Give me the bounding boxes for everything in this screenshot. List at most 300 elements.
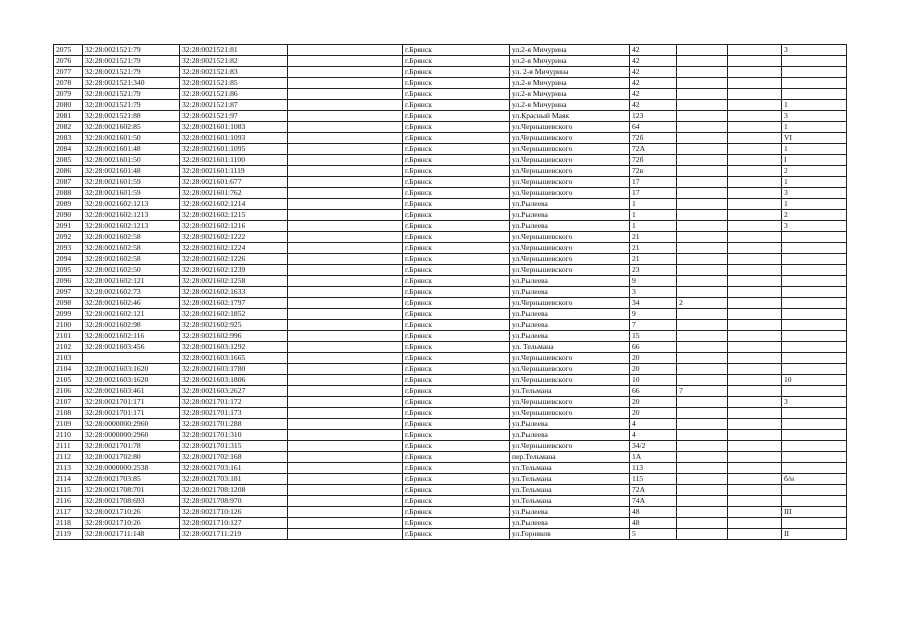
cell-apartment-number [782, 364, 847, 375]
cell-house-number: 48 [630, 507, 677, 518]
cell-parent-cadastral-number: 32:28:0021602:46 [83, 298, 180, 309]
cell-house-number: 42 [630, 89, 677, 100]
cell-building-number [677, 441, 728, 452]
cell-extra-column [728, 518, 782, 529]
cell-parent-cadastral-number: 32:28:0021601:50 [83, 133, 180, 144]
table-row [54, 529, 847, 540]
cell-apartment-number: 3 [782, 188, 847, 199]
cell-building-number [677, 287, 728, 298]
cell-street: ул.Тельмана [510, 386, 630, 397]
cell-street: ул.Рылеева [510, 507, 630, 518]
cell-building-number: 7 [677, 386, 728, 397]
cell-building-number [677, 419, 728, 430]
cell-city: г.Брянск [403, 474, 510, 485]
cell-extra-column [728, 463, 782, 474]
cell-cadastral-number: 32:28:0021521:83 [180, 67, 288, 78]
cell-cadastral-number: 32:28:0021703:181 [180, 474, 288, 485]
cell-blank-column [288, 56, 403, 67]
cell-row-number: 2115 [54, 485, 83, 496]
cell-row-number: 2104 [54, 364, 83, 375]
table-row [54, 518, 847, 529]
cell-extra-column [728, 221, 782, 232]
cell-extra-column [728, 331, 782, 342]
cell-parent-cadastral-number: 32:28:0021602:58 [83, 254, 180, 265]
cell-row-number: 2095 [54, 265, 83, 276]
cell-cadastral-number: 32:28:0021602:996 [180, 331, 288, 342]
cell-apartment-number [782, 309, 847, 320]
cell-house-number: 23 [630, 265, 677, 276]
cell-parent-cadastral-number: 32:28:0021602:58 [83, 232, 180, 243]
cell-city: г.Брянск [403, 287, 510, 298]
cell-house-number: 42 [630, 67, 677, 78]
cell-cadastral-number: 32:28:0021603:2627 [180, 386, 288, 397]
cell-street: ул. Тельмана [510, 342, 630, 353]
cell-row-number: 2103 [54, 353, 83, 364]
register-table-body [54, 45, 847, 540]
cell-apartment-number [782, 89, 847, 100]
cell-cadastral-number: 32:28:0021710:127 [180, 518, 288, 529]
cell-extra-column [728, 309, 782, 320]
cell-apartment-number [782, 254, 847, 265]
cell-row-number: 2102 [54, 342, 83, 353]
cell-row-number: 2107 [54, 397, 83, 408]
table-row [54, 166, 847, 177]
cell-parent-cadastral-number: 32:28:0021521:88 [83, 111, 180, 122]
cell-parent-cadastral-number: 32:28:0021710:26 [83, 518, 180, 529]
cell-city: г.Брянск [403, 309, 510, 320]
cell-building-number [677, 375, 728, 386]
cell-row-number: 2114 [54, 474, 83, 485]
cell-city: г.Брянск [403, 518, 510, 529]
cell-building-number [677, 507, 728, 518]
cell-apartment-number [782, 342, 847, 353]
cell-parent-cadastral-number: 32:28:0021602:73 [83, 287, 180, 298]
cell-row-number: 2086 [54, 166, 83, 177]
cell-building-number [677, 331, 728, 342]
cell-parent-cadastral-number: 32:28:0021601:50 [83, 155, 180, 166]
cell-house-number: 9 [630, 276, 677, 287]
cell-building-number [677, 342, 728, 353]
cell-street: ул.Тельмана [510, 485, 630, 496]
cell-house-number: 21 [630, 254, 677, 265]
cell-city: г.Брянск [403, 45, 510, 56]
cell-city: г.Брянск [403, 133, 510, 144]
cell-extra-column [728, 452, 782, 463]
cell-street: ул.Рылеева [510, 210, 630, 221]
table-row [54, 177, 847, 188]
cell-extra-column [728, 67, 782, 78]
cell-building-number [677, 177, 728, 188]
cell-house-number: 72б [630, 155, 677, 166]
cell-parent-cadastral-number: 32:28:0000000:2960 [83, 430, 180, 441]
cell-extra-column [728, 507, 782, 518]
cell-building-number [677, 243, 728, 254]
cell-street: ул.Тельмана [510, 463, 630, 474]
cell-extra-column [728, 89, 782, 100]
cell-street: ул.Чернышевского [510, 298, 630, 309]
table-row [54, 89, 847, 100]
cell-blank-column [288, 78, 403, 89]
cell-extra-column [728, 122, 782, 133]
cell-extra-column [728, 496, 782, 507]
cell-house-number: 72в [630, 166, 677, 177]
cell-cadastral-number: 32:28:0021521:97 [180, 111, 288, 122]
cell-city: г.Брянск [403, 375, 510, 386]
cell-apartment-number: III [782, 507, 847, 518]
cell-extra-column [728, 111, 782, 122]
cell-house-number: 20 [630, 353, 677, 364]
cell-blank-column [288, 518, 403, 529]
cell-house-number: 123 [630, 111, 677, 122]
cell-parent-cadastral-number: 32:28:0021602:58 [83, 243, 180, 254]
cell-blank-column [288, 243, 403, 254]
cell-house-number: 10 [630, 375, 677, 386]
table-row [54, 100, 847, 111]
cell-house-number: 48 [630, 518, 677, 529]
cell-cadastral-number: 32:28:0021602:1215 [180, 210, 288, 221]
cell-extra-column [728, 78, 782, 89]
cell-house-number: 72б [630, 133, 677, 144]
cell-street: ул.Чернышевского [510, 397, 630, 408]
cell-parent-cadastral-number: 32:28:0021701:171 [83, 397, 180, 408]
cell-blank-column [288, 111, 403, 122]
cell-apartment-number: II [782, 529, 847, 540]
cell-extra-column [728, 474, 782, 485]
table-row [54, 507, 847, 518]
cell-cadastral-number: 32:28:0021603:1292 [180, 342, 288, 353]
cell-extra-column [728, 254, 782, 265]
cell-apartment-number [782, 518, 847, 529]
cell-cadastral-number: 32:28:0021602:1258 [180, 276, 288, 287]
cell-apartment-number [782, 276, 847, 287]
cell-cadastral-number: 32:28:0021601:1095 [180, 144, 288, 155]
cell-city: г.Брянск [403, 496, 510, 507]
cell-apartment-number: 1 [782, 100, 847, 111]
cell-apartment-number [782, 78, 847, 89]
cell-row-number: 2108 [54, 408, 83, 419]
cell-cadastral-number: 32:28:0021708:970 [180, 496, 288, 507]
cell-building-number [677, 364, 728, 375]
cell-building-number [677, 254, 728, 265]
cell-street: ул.Красный Маяк [510, 111, 630, 122]
cell-cadastral-number: 32:28:0021601:762 [180, 188, 288, 199]
cell-city: г.Брянск [403, 78, 510, 89]
cell-apartment-number: 2 [782, 166, 847, 177]
cell-parent-cadastral-number: 32:28:0021602:98 [83, 320, 180, 331]
cell-street: ул.2-я Мичурина [510, 45, 630, 56]
table-row [54, 199, 847, 210]
cell-cadastral-number: 32:28:0021521:87 [180, 100, 288, 111]
cell-cadastral-number: 32:28:0021601:1119 [180, 166, 288, 177]
cell-row-number: 2097 [54, 287, 83, 298]
cell-street: ул.Чернышевского [510, 122, 630, 133]
cell-row-number: 2089 [54, 199, 83, 210]
cell-building-number [677, 210, 728, 221]
cell-city: г.Брянск [403, 100, 510, 111]
cell-house-number: 74А [630, 496, 677, 507]
cell-apartment-number [782, 331, 847, 342]
cell-building-number [677, 518, 728, 529]
cell-apartment-number: 3 [782, 397, 847, 408]
cell-building-number [677, 474, 728, 485]
cell-apartment-number [782, 287, 847, 298]
cell-house-number: 113 [630, 463, 677, 474]
cell-row-number: 2079 [54, 89, 83, 100]
cell-cadastral-number: 32:28:0021521:86 [180, 89, 288, 100]
cell-house-number: 17 [630, 188, 677, 199]
cell-city: г.Брянск [403, 386, 510, 397]
cell-city: г.Брянск [403, 485, 510, 496]
cell-row-number: 2100 [54, 320, 83, 331]
cell-street: ул.Рылеева [510, 320, 630, 331]
cell-cadastral-number: 32:28:0021521:82 [180, 56, 288, 67]
cell-apartment-number [782, 232, 847, 243]
cell-parent-cadastral-number: 32:28:0021603:456 [83, 342, 180, 353]
cell-house-number: 15 [630, 331, 677, 342]
cell-apartment-number [782, 320, 847, 331]
cell-building-number [677, 529, 728, 540]
cell-parent-cadastral-number: 32:28:0021601:59 [83, 188, 180, 199]
cell-city: г.Брянск [403, 529, 510, 540]
table-row [54, 254, 847, 265]
table-row [54, 419, 847, 430]
cell-building-number: 2 [677, 298, 728, 309]
cell-house-number: 64 [630, 122, 677, 133]
cell-cadastral-number: 32:28:0021701:288 [180, 419, 288, 430]
cell-row-number: 2075 [54, 45, 83, 56]
cell-blank-column [288, 485, 403, 496]
cell-street: ул.2-я Мичурина [510, 100, 630, 111]
cell-cadastral-number: 32:28:0021701:315 [180, 441, 288, 452]
cell-row-number: 2113 [54, 463, 83, 474]
cell-street: ул.2-я Мичурина [510, 56, 630, 67]
cell-building-number [677, 122, 728, 133]
cell-city: г.Брянск [403, 342, 510, 353]
cell-extra-column [728, 166, 782, 177]
cell-street: ул.Тельмана [510, 474, 630, 485]
cell-house-number: 7 [630, 320, 677, 331]
cell-extra-column [728, 100, 782, 111]
table-row [54, 56, 847, 67]
cell-cadastral-number: 32:28:0021602:1214 [180, 199, 288, 210]
cell-extra-column [728, 364, 782, 375]
cell-cadastral-number: 32:28:0021602:1239 [180, 265, 288, 276]
table-row [54, 485, 847, 496]
cell-house-number: 20 [630, 364, 677, 375]
cell-street: ул.Рылеева [510, 309, 630, 320]
cell-row-number: 2078 [54, 78, 83, 89]
cell-street: ул.Чернышевского [510, 375, 630, 386]
cell-parent-cadastral-number: 32:28:0021521:79 [83, 45, 180, 56]
table-row [54, 243, 847, 254]
cell-blank-column [288, 221, 403, 232]
cell-row-number: 2092 [54, 232, 83, 243]
cell-building-number [677, 452, 728, 463]
cell-house-number: 21 [630, 232, 677, 243]
cell-city: г.Брянск [403, 320, 510, 331]
cell-street: ул.Чернышевского [510, 364, 630, 375]
cell-row-number: 2082 [54, 122, 83, 133]
cell-parent-cadastral-number: 32:28:0021521:340 [83, 78, 180, 89]
cell-city: г.Брянск [403, 452, 510, 463]
cell-blank-column [288, 155, 403, 166]
cell-apartment-number [782, 265, 847, 276]
table-row [54, 496, 847, 507]
cell-cadastral-number: 32:28:0021603:1665 [180, 353, 288, 364]
cell-cadastral-number: 32:28:0021602:1216 [180, 221, 288, 232]
cell-building-number [677, 188, 728, 199]
cell-cadastral-number: 32:28:0021602:1852 [180, 309, 288, 320]
cell-city: г.Брянск [403, 507, 510, 518]
cell-street: ул.Рылеева [510, 287, 630, 298]
cell-cadastral-number: 32:28:0021521:81 [180, 45, 288, 56]
cell-blank-column [288, 397, 403, 408]
cell-row-number: 2080 [54, 100, 83, 111]
cell-street: ул.Чернышевского [510, 441, 630, 452]
cell-street: ул.Чернышевского [510, 188, 630, 199]
cell-blank-column [288, 331, 403, 342]
cell-row-number: 2098 [54, 298, 83, 309]
cell-apartment-number [782, 485, 847, 496]
table-row [54, 364, 847, 375]
table-row [54, 309, 847, 320]
cell-street: ул.Чернышевского [510, 166, 630, 177]
cell-city: г.Брянск [403, 243, 510, 254]
cell-apartment-number [782, 430, 847, 441]
cell-cadastral-number: 32:28:0021710:126 [180, 507, 288, 518]
cell-street: ул.Чернышевского [510, 144, 630, 155]
cell-street: ул.Чернышевского [510, 243, 630, 254]
cell-building-number [677, 276, 728, 287]
table-row [54, 441, 847, 452]
cell-city: г.Брянск [403, 463, 510, 474]
cell-house-number: 1 [630, 210, 677, 221]
cell-apartment-number [782, 353, 847, 364]
cell-extra-column [728, 397, 782, 408]
cell-city: г.Брянск [403, 430, 510, 441]
cell-extra-column [728, 45, 782, 56]
cell-row-number: 2076 [54, 56, 83, 67]
cell-apartment-number: 10 [782, 375, 847, 386]
cell-city: г.Брянск [403, 89, 510, 100]
cell-house-number: 42 [630, 45, 677, 56]
cell-city: г.Брянск [403, 254, 510, 265]
cell-building-number [677, 408, 728, 419]
cell-street: ул.Чернышевского [510, 265, 630, 276]
cell-blank-column [288, 287, 403, 298]
cell-city: г.Брянск [403, 199, 510, 210]
cell-building-number [677, 89, 728, 100]
table-row [54, 397, 847, 408]
cell-parent-cadastral-number: 32:28:0021601:59 [83, 177, 180, 188]
cell-row-number: 2094 [54, 254, 83, 265]
cell-house-number: 4 [630, 430, 677, 441]
table-row [54, 111, 847, 122]
table-row [54, 430, 847, 441]
cell-apartment-number: I [782, 155, 847, 166]
cell-street: ул.Чернышевского [510, 254, 630, 265]
cell-house-number: 17 [630, 177, 677, 188]
cell-cadastral-number: 32:28:0021701:172 [180, 397, 288, 408]
cell-building-number [677, 496, 728, 507]
cell-city: г.Брянск [403, 155, 510, 166]
table-row [54, 342, 847, 353]
cell-blank-column [288, 529, 403, 540]
cell-city: г.Брянск [403, 276, 510, 287]
cell-blank-column [288, 144, 403, 155]
cell-parent-cadastral-number: 32:28:0021602:85 [83, 122, 180, 133]
cell-extra-column [728, 485, 782, 496]
cell-parent-cadastral-number: 32:28:0021521:79 [83, 56, 180, 67]
cell-blank-column [288, 166, 403, 177]
cell-apartment-number: 1 [782, 199, 847, 210]
cell-house-number: 66 [630, 342, 677, 353]
cell-building-number [677, 144, 728, 155]
cell-extra-column [728, 441, 782, 452]
table-row [54, 298, 847, 309]
cell-parent-cadastral-number: 32:28:0021708:701 [83, 485, 180, 496]
cell-extra-column [728, 177, 782, 188]
cell-blank-column [288, 386, 403, 397]
cell-house-number: 9 [630, 309, 677, 320]
cell-blank-column [288, 232, 403, 243]
cell-city: г.Брянск [403, 298, 510, 309]
cell-extra-column [728, 386, 782, 397]
cell-extra-column [728, 342, 782, 353]
cell-extra-column [728, 298, 782, 309]
cell-house-number: 72А [630, 144, 677, 155]
cell-parent-cadastral-number: 32:28:0021702:80 [83, 452, 180, 463]
cell-apartment-number [782, 56, 847, 67]
cell-cadastral-number: 32:28:0021602:1226 [180, 254, 288, 265]
cell-blank-column [288, 496, 403, 507]
table-row [54, 210, 847, 221]
cell-city: г.Брянск [403, 408, 510, 419]
cell-extra-column [728, 243, 782, 254]
cell-street: ул.2-я Мичурина [510, 89, 630, 100]
cell-street: ул.Чернышевского [510, 177, 630, 188]
cell-city: г.Брянск [403, 210, 510, 221]
cell-extra-column [728, 287, 782, 298]
cell-extra-column [728, 430, 782, 441]
cell-street: ул.Тельмана [510, 496, 630, 507]
cell-parent-cadastral-number: 32:28:0021602:121 [83, 276, 180, 287]
cell-row-number: 2099 [54, 309, 83, 320]
cell-extra-column [728, 155, 782, 166]
table-row [54, 474, 847, 485]
cell-row-number: 2106 [54, 386, 83, 397]
cell-parent-cadastral-number: 32:28:0021602:116 [83, 331, 180, 342]
cell-blank-column [288, 463, 403, 474]
cell-parent-cadastral-number: 32:28:0000000:2960 [83, 419, 180, 430]
cell-parent-cadastral-number: 32:28:0021710:26 [83, 507, 180, 518]
cell-street: ул.Чернышевского [510, 155, 630, 166]
cell-blank-column [288, 507, 403, 518]
table-row [54, 463, 847, 474]
table-row [54, 331, 847, 342]
cell-cadastral-number: 32:28:0021601:1083 [180, 122, 288, 133]
cell-parent-cadastral-number [83, 353, 180, 364]
cell-parent-cadastral-number: 32:28:0021701:171 [83, 408, 180, 419]
cell-row-number: 2085 [54, 155, 83, 166]
cell-city: г.Брянск [403, 441, 510, 452]
cell-blank-column [288, 419, 403, 430]
cell-building-number [677, 155, 728, 166]
cell-extra-column [728, 199, 782, 210]
cell-apartment-number: 1 [782, 122, 847, 133]
table-row [54, 67, 847, 78]
cell-extra-column [728, 320, 782, 331]
